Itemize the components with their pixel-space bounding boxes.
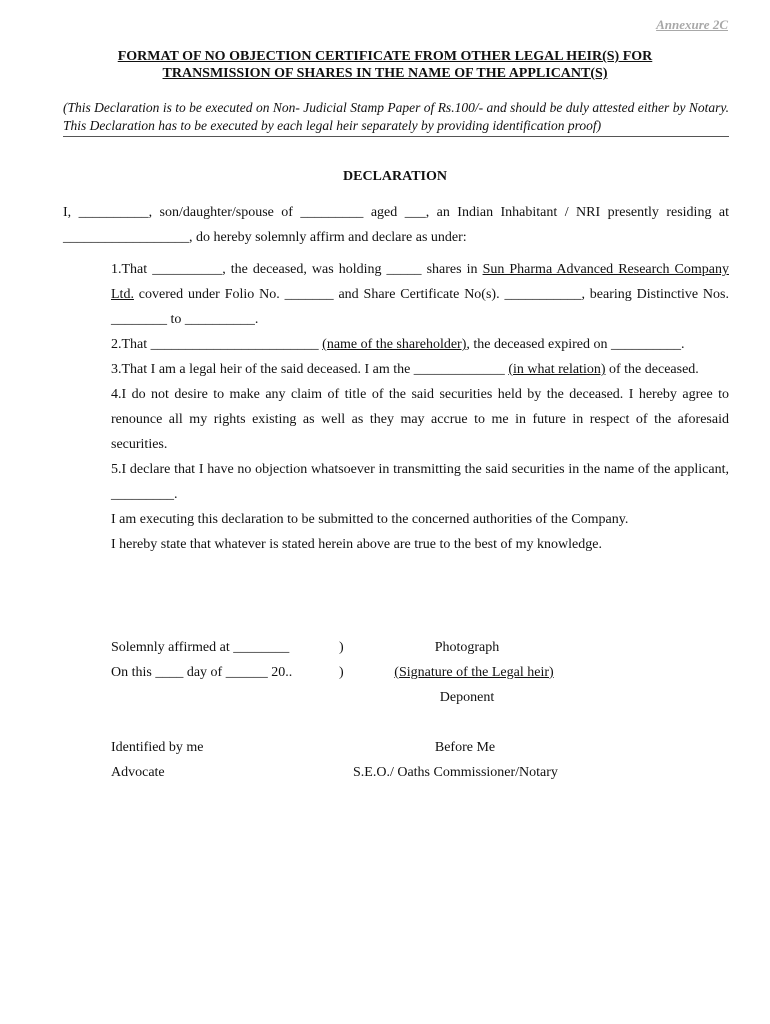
item-5: 5.I declare that I have no objection whatsoever in transmitting the said securities in the name of the applicant, _________. (111, 462, 729, 502)
title-line-2: TRANSMISSION OF SHARES IN THE NAME OF THE APPLICANT(S) (162, 66, 608, 81)
photograph-label: Photograph (434, 640, 500, 655)
solemnly-affirmed: Solemnly affirmed at ________ (111, 640, 290, 655)
document-title (40, 48, 730, 82)
date-line: On this ____ day of ______ 20.. (111, 665, 293, 680)
item-3-post: of the deceased. (605, 362, 699, 377)
paren-2: ) (339, 665, 344, 680)
item-1-post: covered under Folio No. _______ and Share Certificate No(s). ___________, bearing Distinctive Nos. ________ to __________. (111, 287, 729, 327)
item-3-pre: 3.That I am a legal heir of the said deceased. I am the _____________ (111, 362, 509, 377)
item-2 (111, 332, 729, 357)
item-1 (111, 257, 729, 332)
item-1-pre: 1.That __________, the deceased, was holding _____ shares in (111, 262, 483, 277)
declaration-heading: DECLARATION (343, 169, 447, 184)
paren-1: ) (339, 640, 344, 655)
statement-executing: I am executing this declaration to be submitted to the concerned authorities of the Company. (111, 512, 629, 527)
company-name: Sun Pharma Advanced Research Company Ltd. (111, 262, 729, 302)
relation-hint: (in what relation) (508, 362, 606, 377)
declaration-items (111, 257, 729, 557)
item-2-post: , the deceased expired on __________. (466, 337, 685, 352)
deponent-label: Deponent (439, 690, 495, 705)
title-line-1: FORMAT OF NO OBJECTION CERTIFICATE FROM OTHER LEGAL HEIR(S) FOR (117, 49, 653, 64)
shareholder-name-hint: (name of the shareholder) (322, 337, 467, 352)
annexure-label: Annexure 2C (656, 17, 728, 32)
advocate-label: Advocate (111, 765, 165, 780)
identified-by-me: Identified by me (111, 740, 204, 755)
before-me: Before Me (434, 740, 496, 755)
signature-legal-heir: (Signature of the Legal heir) (394, 665, 554, 680)
statement-truth: I hereby state that whatever is stated herein above are true to the best of my knowledge. (111, 537, 602, 552)
stamp-paper-note: (This Declaration is to be executed on Non- Judicial Stamp Paper of Rs.100/- and should be duly attested either by Notary. This Declaration has to be executed by each legal heir separately by providing identification proof) (63, 99, 729, 137)
item-3 (111, 357, 729, 382)
intro-paragraph: I, __________, son/daughter/spouse of _________ aged ___, an Indian Inhabitant / NRI presently residing at __________________, do hereby solemnly affirm and declare as under: (63, 205, 729, 245)
item-4: 4.I do not desire to make any claim of title of the said securities held by the deceased. I hereby agree to renounce all my rights existing as well as they may accrue to me in future in respect of the aforesaid securities. (111, 387, 729, 452)
item-2-pre: 2.That ________________________ (111, 337, 323, 352)
commissioner-label: S.E.O./ Oaths Commissioner/Notary (353, 765, 558, 780)
